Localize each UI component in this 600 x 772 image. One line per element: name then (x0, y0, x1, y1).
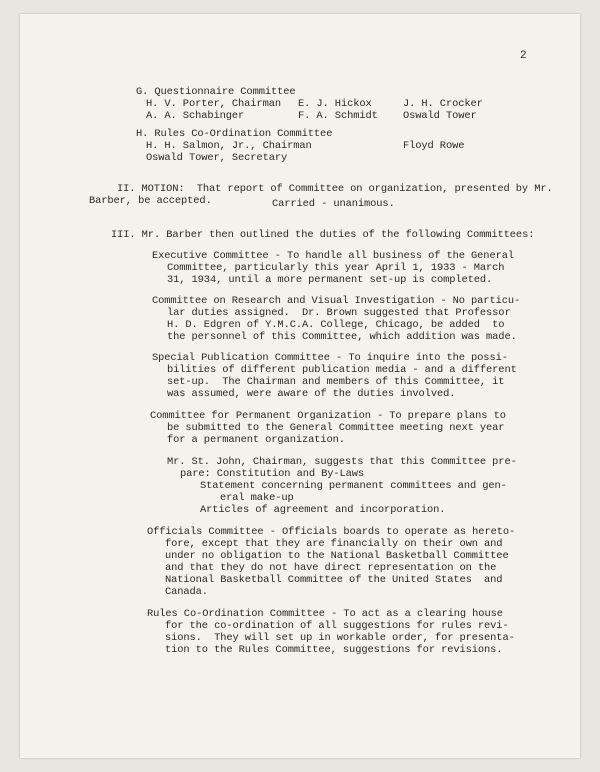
committee-h-member: Oswald Tower, Secretary (146, 152, 288, 164)
officials-line: Canada. (165, 586, 208, 598)
committee-h-heading: H. Rules Co-Ordination Committee (136, 128, 333, 140)
motion-carried: Carried - unanimous. (272, 198, 395, 210)
st-john-item: Articles of agreement and incorporation. (200, 504, 446, 516)
research-line: lar duties assigned. Dr. Brown suggested that Professor (167, 307, 511, 319)
executive-line: Committee, particularly this year April 1, 1933 - March (167, 262, 505, 274)
committee-h-member: H. H. Salmon, Jr., Chairman (146, 140, 312, 152)
officials-line: fore, except that they are financially on their own and (165, 538, 503, 550)
rules-line: Rules Co-Ordination Committee - To act as a clearing house (147, 608, 503, 620)
rules-line: tion to the Rules Committee, suggestions for revisions. (165, 644, 503, 656)
officials-line: National Basketball Committee of the United States and (165, 574, 503, 586)
committee-g-member: A. A. Schabinger (146, 110, 245, 122)
officials-line: under no obligation to the National Basketball Committee (165, 550, 509, 562)
publication-line: bilities of different publication media - and a different (167, 364, 517, 376)
st-john-item: Statement concerning permanent committees and gen- (200, 480, 507, 492)
committee-g-member: J. H. Crocker (403, 98, 483, 110)
page-number: 2 (520, 50, 527, 62)
st-john-item: eral make-up (220, 492, 294, 504)
research-line: Committee on Research and Visual Investigation - No particu- (152, 295, 521, 307)
committee-g-member: Oswald Tower (403, 110, 477, 122)
motion-line: II. MOTION: That report of Committee on organization, presented by Mr. (117, 183, 553, 195)
section-iii-intro: III. Mr. Barber then outlined the duties of the following Committees: (111, 229, 535, 241)
permanent-line: be submitted to the General Committee meeting next year (167, 422, 505, 434)
committee-g-member: H. V. Porter, Chairman (146, 98, 281, 110)
committee-h-member: Floyd Rowe (403, 140, 465, 152)
research-line: the personnel of this Committee, which addition was made. (167, 331, 517, 343)
officials-line: Officials Committee - Officials boards to operate as hereto- (147, 526, 516, 538)
research-line: H. D. Edgren of Y.M.C.A. College, Chicago, be added to (167, 319, 505, 331)
executive-line: Executive Committee - To handle all business of the General (152, 250, 514, 262)
st-john-line: Mr. St. John, Chairman, suggests that this Committee pre- (167, 456, 517, 468)
committee-g-heading: G. Questionnaire Committee (136, 86, 296, 98)
document-page (20, 14, 580, 758)
rules-line: for the co-ordination of all suggestions for rules revi- (165, 620, 509, 632)
st-john-line: pare: Constitution and By-Laws (180, 468, 365, 480)
motion-line: Barber, be accepted. (89, 195, 212, 207)
officials-line: and that they do not have direct representation on the (165, 562, 497, 574)
publication-line: Special Publication Committee - To inquire into the possi- (152, 352, 508, 364)
permanent-line: Committee for Permanent Organization - To prepare plans to (150, 410, 506, 422)
publication-line: set-up. The Chairman and members of this Committee, it (167, 376, 505, 388)
committee-g-member: E. J. Hickox (298, 98, 372, 110)
publication-line: was assumed, were aware of the duties involved. (167, 388, 456, 400)
rules-line: sions. They will set up in workable order, for presenta- (165, 632, 515, 644)
permanent-line: for a permanent organization. (167, 434, 345, 446)
committee-g-member: F. A. Schmidt (298, 110, 378, 122)
executive-line: 31, 1934, until a more permanent set-up is completed. (167, 274, 493, 286)
